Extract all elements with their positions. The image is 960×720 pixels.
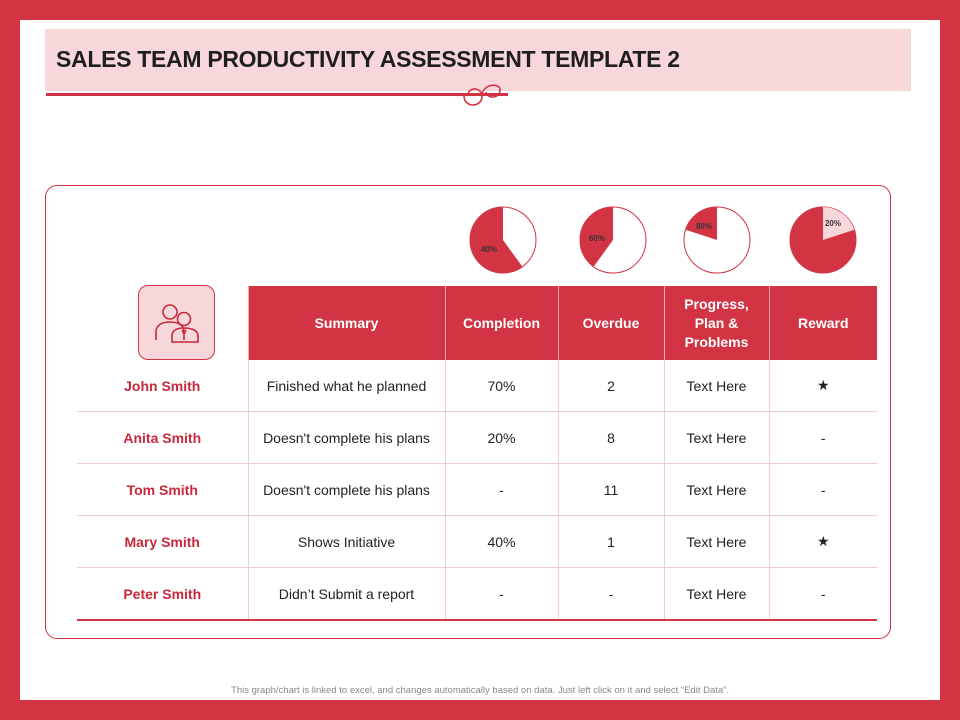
overdue-cell: 8 — [558, 412, 664, 464]
progress-cell: Text Here — [664, 516, 769, 568]
summary-cell: Shows Initiative — [248, 516, 445, 568]
overdue-cell: 1 — [558, 516, 664, 568]
employee-name: Peter Smith — [77, 568, 248, 621]
completion-cell: 40% — [445, 516, 558, 568]
progress-cell: Text Here — [664, 412, 769, 464]
completion-cell: 20% — [445, 412, 558, 464]
pie-chart-2 — [579, 206, 647, 274]
pie-label: 60% — [588, 234, 606, 243]
pie-label: 40% — [480, 245, 498, 254]
pie-label: 80% — [695, 222, 713, 231]
title-underline — [46, 93, 508, 96]
table-row — [77, 412, 877, 464]
summary-cell: Doesn't complete his plans — [248, 464, 445, 516]
employee-name: Tom Smith — [77, 464, 248, 516]
header-overdue: Overdue — [558, 286, 664, 360]
header-reward: Reward — [769, 286, 877, 360]
table-row — [77, 516, 877, 568]
employee-name: Mary Smith — [77, 516, 248, 568]
header-completion: Completion — [445, 286, 558, 360]
header-progress: Progress, Plan & Problems — [664, 286, 769, 360]
progress-cell: Text Here — [664, 464, 769, 516]
completion-cell: - — [445, 568, 558, 621]
footnote: This graph/chart is linked to excel, and changes automatically based on data. Just left click on it and select “Edit Data”. — [231, 685, 729, 696]
swirl-ornament-icon — [460, 78, 510, 112]
header-summary: Summary — [248, 286, 445, 360]
overdue-cell: 2 — [558, 360, 664, 412]
reward-cell: - — [769, 464, 877, 516]
pie-label: 20% — [824, 219, 842, 228]
table-row — [77, 464, 877, 516]
overdue-cell: 11 — [558, 464, 664, 516]
header-blank — [77, 286, 248, 360]
page-title: SALES TEAM PRODUCTIVITY ASSESSMENT TEMPLATE 2 — [56, 46, 680, 72]
progress-cell: Text Here — [664, 360, 769, 412]
overdue-cell: - — [558, 568, 664, 621]
pie-chart-4 — [789, 206, 857, 274]
table-row — [77, 568, 877, 621]
employee-name: John Smith — [77, 360, 248, 412]
pie-chart-1 — [469, 206, 537, 274]
summary-cell: Doesn't complete his plans — [248, 412, 445, 464]
reward-cell: - — [769, 412, 877, 464]
star-icon: ★ — [769, 516, 877, 568]
pie-chart-3 — [683, 206, 751, 274]
employee-name: Anita Smith — [77, 412, 248, 464]
table-row — [77, 360, 877, 412]
star-icon: ★ — [769, 360, 877, 412]
completion-cell: 70% — [445, 360, 558, 412]
progress-cell: Text Here — [664, 568, 769, 621]
completion-cell: - — [445, 464, 558, 516]
reward-cell: - — [769, 568, 877, 621]
summary-cell: Didn’t Submit a report — [248, 568, 445, 621]
assessment-table — [77, 286, 877, 621]
summary-cell: Finished what he planned — [248, 360, 445, 412]
